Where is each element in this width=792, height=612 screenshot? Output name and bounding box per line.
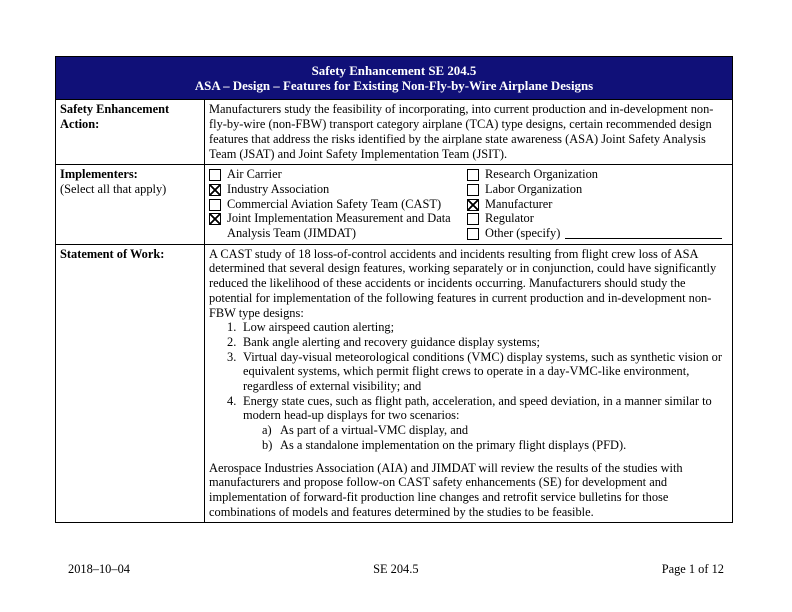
footer-doc-id: SE 204.5 — [373, 562, 419, 576]
header-title-line1: Safety Enhancement SE 204.5 — [311, 64, 477, 78]
checkbox-item-cast — [209, 197, 467, 212]
regulator-checkbox[interactable] — [467, 213, 479, 225]
labor-organization-checkbox[interactable] — [467, 184, 479, 196]
list-item-text: Bank angle alerting and recovery guidance display systems; — [243, 334, 540, 349]
footer-date: 2018–10–04 — [68, 562, 130, 576]
list-item — [227, 335, 726, 350]
se-form-table — [55, 56, 733, 523]
checkbox-item-research-organization — [467, 167, 726, 182]
checkbox-item-regulator — [467, 211, 726, 226]
checkbox-item-jimdat — [209, 211, 467, 240]
implementers-left-column — [209, 167, 467, 241]
implementers-right-column — [467, 167, 726, 241]
action-content-cell — [205, 100, 732, 164]
manufacturer-checkbox[interactable] — [467, 199, 479, 211]
statement-intro: A CAST study of 18 loss-of-control accidents and incidents resulting from flight crew loss of ASA determined that several design features, working separately or in conjunction, could have significantly reduced the likelihood of these accidents or incidents occurring. Manufacturers should study the potential for implementation of the following features in current production and in-development non-FBW type designs: — [209, 246, 717, 320]
list-item-text: Low airspeed caution alerting; — [243, 320, 395, 335]
row-safety-enhancement-action — [56, 99, 732, 164]
implementers-content-cell — [205, 165, 732, 244]
sublist-item — [262, 438, 726, 453]
footer-page-number: Page 1 of 12 — [661, 562, 724, 576]
sublist-item-text: As a standalone implementation on the primary flight displays (PFD). — [280, 437, 627, 452]
sublist-item-text: As part of a virtual-VMC display, and — [280, 423, 469, 438]
air-carrier-checkbox[interactable] — [209, 169, 221, 181]
list-item-text: Virtual day-visual meteorological conditions (VMC) display systems, such as synthetic vision or equivalent systems, which permit flight crews to operate in a day-VMC-like environment, regardless of external visibility; and — [243, 349, 722, 394]
list-item — [227, 394, 726, 423]
checkbox-item-labor-organization — [467, 182, 726, 197]
checkbox-label: Regulator — [485, 211, 534, 226]
statement-content-cell — [205, 245, 732, 523]
implementers-sublabel: (Select all that apply) — [60, 181, 167, 196]
page-footer — [55, 562, 737, 577]
statement-label: Statement of Work: — [60, 246, 165, 261]
list-item-number: 2. — [227, 334, 237, 349]
jimdat-checkbox[interactable] — [209, 213, 221, 225]
implementers-label: Implementers: — [60, 167, 138, 182]
action-text: Manufacturers study the feasibility of incorporating, into current production and in-development non-fly-by-wire (non-FBW) transport category airplane (TCA) type designs, certain recommended design features that address the risks identified by the airplane state awareness (ASA) Joint Safety Analysis Team (JSAT) and Joint Safety Implementation Team (JSIT). — [209, 102, 714, 161]
checkbox-label: Joint Implementation Measurement and Data Analysis Team (JIMDAT) — [227, 211, 451, 241]
statement-closing: Aerospace Industries Association (AIA) and JIMDAT will review the results of the studies with manufacturers and propose follow-on CAST safety enhancements (SE) for development and implementation of forward-fit production line changes and retrofit service bulletins for those combinations of models and features determined by the studies to be feasible. — [209, 460, 683, 519]
list-item — [227, 350, 726, 394]
header-title-line2: ASA – Design – Features for Existing Non-Fly-by-Wire Airplane Designs — [194, 78, 594, 93]
list-item-text: Energy state cues, such as flight path, acceleration, and speed deviation, in a manner similar to modern head-up displays for two scenarios: — [243, 393, 712, 423]
checkbox-item-industry-association — [209, 182, 467, 197]
list-item-number: 1. — [227, 320, 237, 335]
list-item — [227, 320, 726, 335]
checkbox-label: Air Carrier — [227, 167, 282, 182]
statement-numbered-list — [227, 320, 726, 423]
other-checkbox[interactable] — [467, 228, 479, 240]
sublist-item — [262, 423, 726, 438]
list-item-number: 4. — [227, 393, 237, 408]
industry-association-checkbox[interactable] — [209, 184, 221, 196]
checkbox-label: Labor Organization — [485, 181, 583, 196]
checkbox-item-manufacturer — [467, 197, 726, 212]
sublist-item-letter: b) — [262, 437, 273, 452]
checkbox-label: Commercial Aviation Safety Team (CAST) — [227, 196, 442, 211]
checkbox-label: Other (specify) — [485, 226, 561, 241]
checkbox-label: Manufacturer — [485, 196, 553, 211]
table-header — [56, 57, 732, 99]
cast-checkbox[interactable] — [209, 199, 221, 211]
statement-lettered-sublist — [262, 423, 726, 452]
checkbox-label: Research Organization — [485, 167, 598, 182]
other-specify-blank-field[interactable] — [565, 226, 722, 239]
implementers-checkbox-grid — [209, 167, 726, 241]
statement-label-cell — [56, 245, 205, 523]
research-organization-checkbox[interactable] — [467, 169, 479, 181]
sublist-item-letter: a) — [262, 423, 272, 438]
paragraph-spacer — [209, 453, 726, 461]
checkbox-item-air-carrier — [209, 167, 467, 182]
list-item-number: 3. — [227, 349, 237, 364]
row-statement-of-work — [56, 244, 732, 523]
action-label: Safety Enhancement Action: — [60, 102, 170, 132]
implementers-label-cell — [56, 165, 205, 244]
checkbox-label: Industry Association — [227, 181, 330, 196]
row-implementers — [56, 164, 732, 244]
checkbox-item-other — [467, 226, 726, 241]
action-label-cell — [56, 100, 205, 164]
